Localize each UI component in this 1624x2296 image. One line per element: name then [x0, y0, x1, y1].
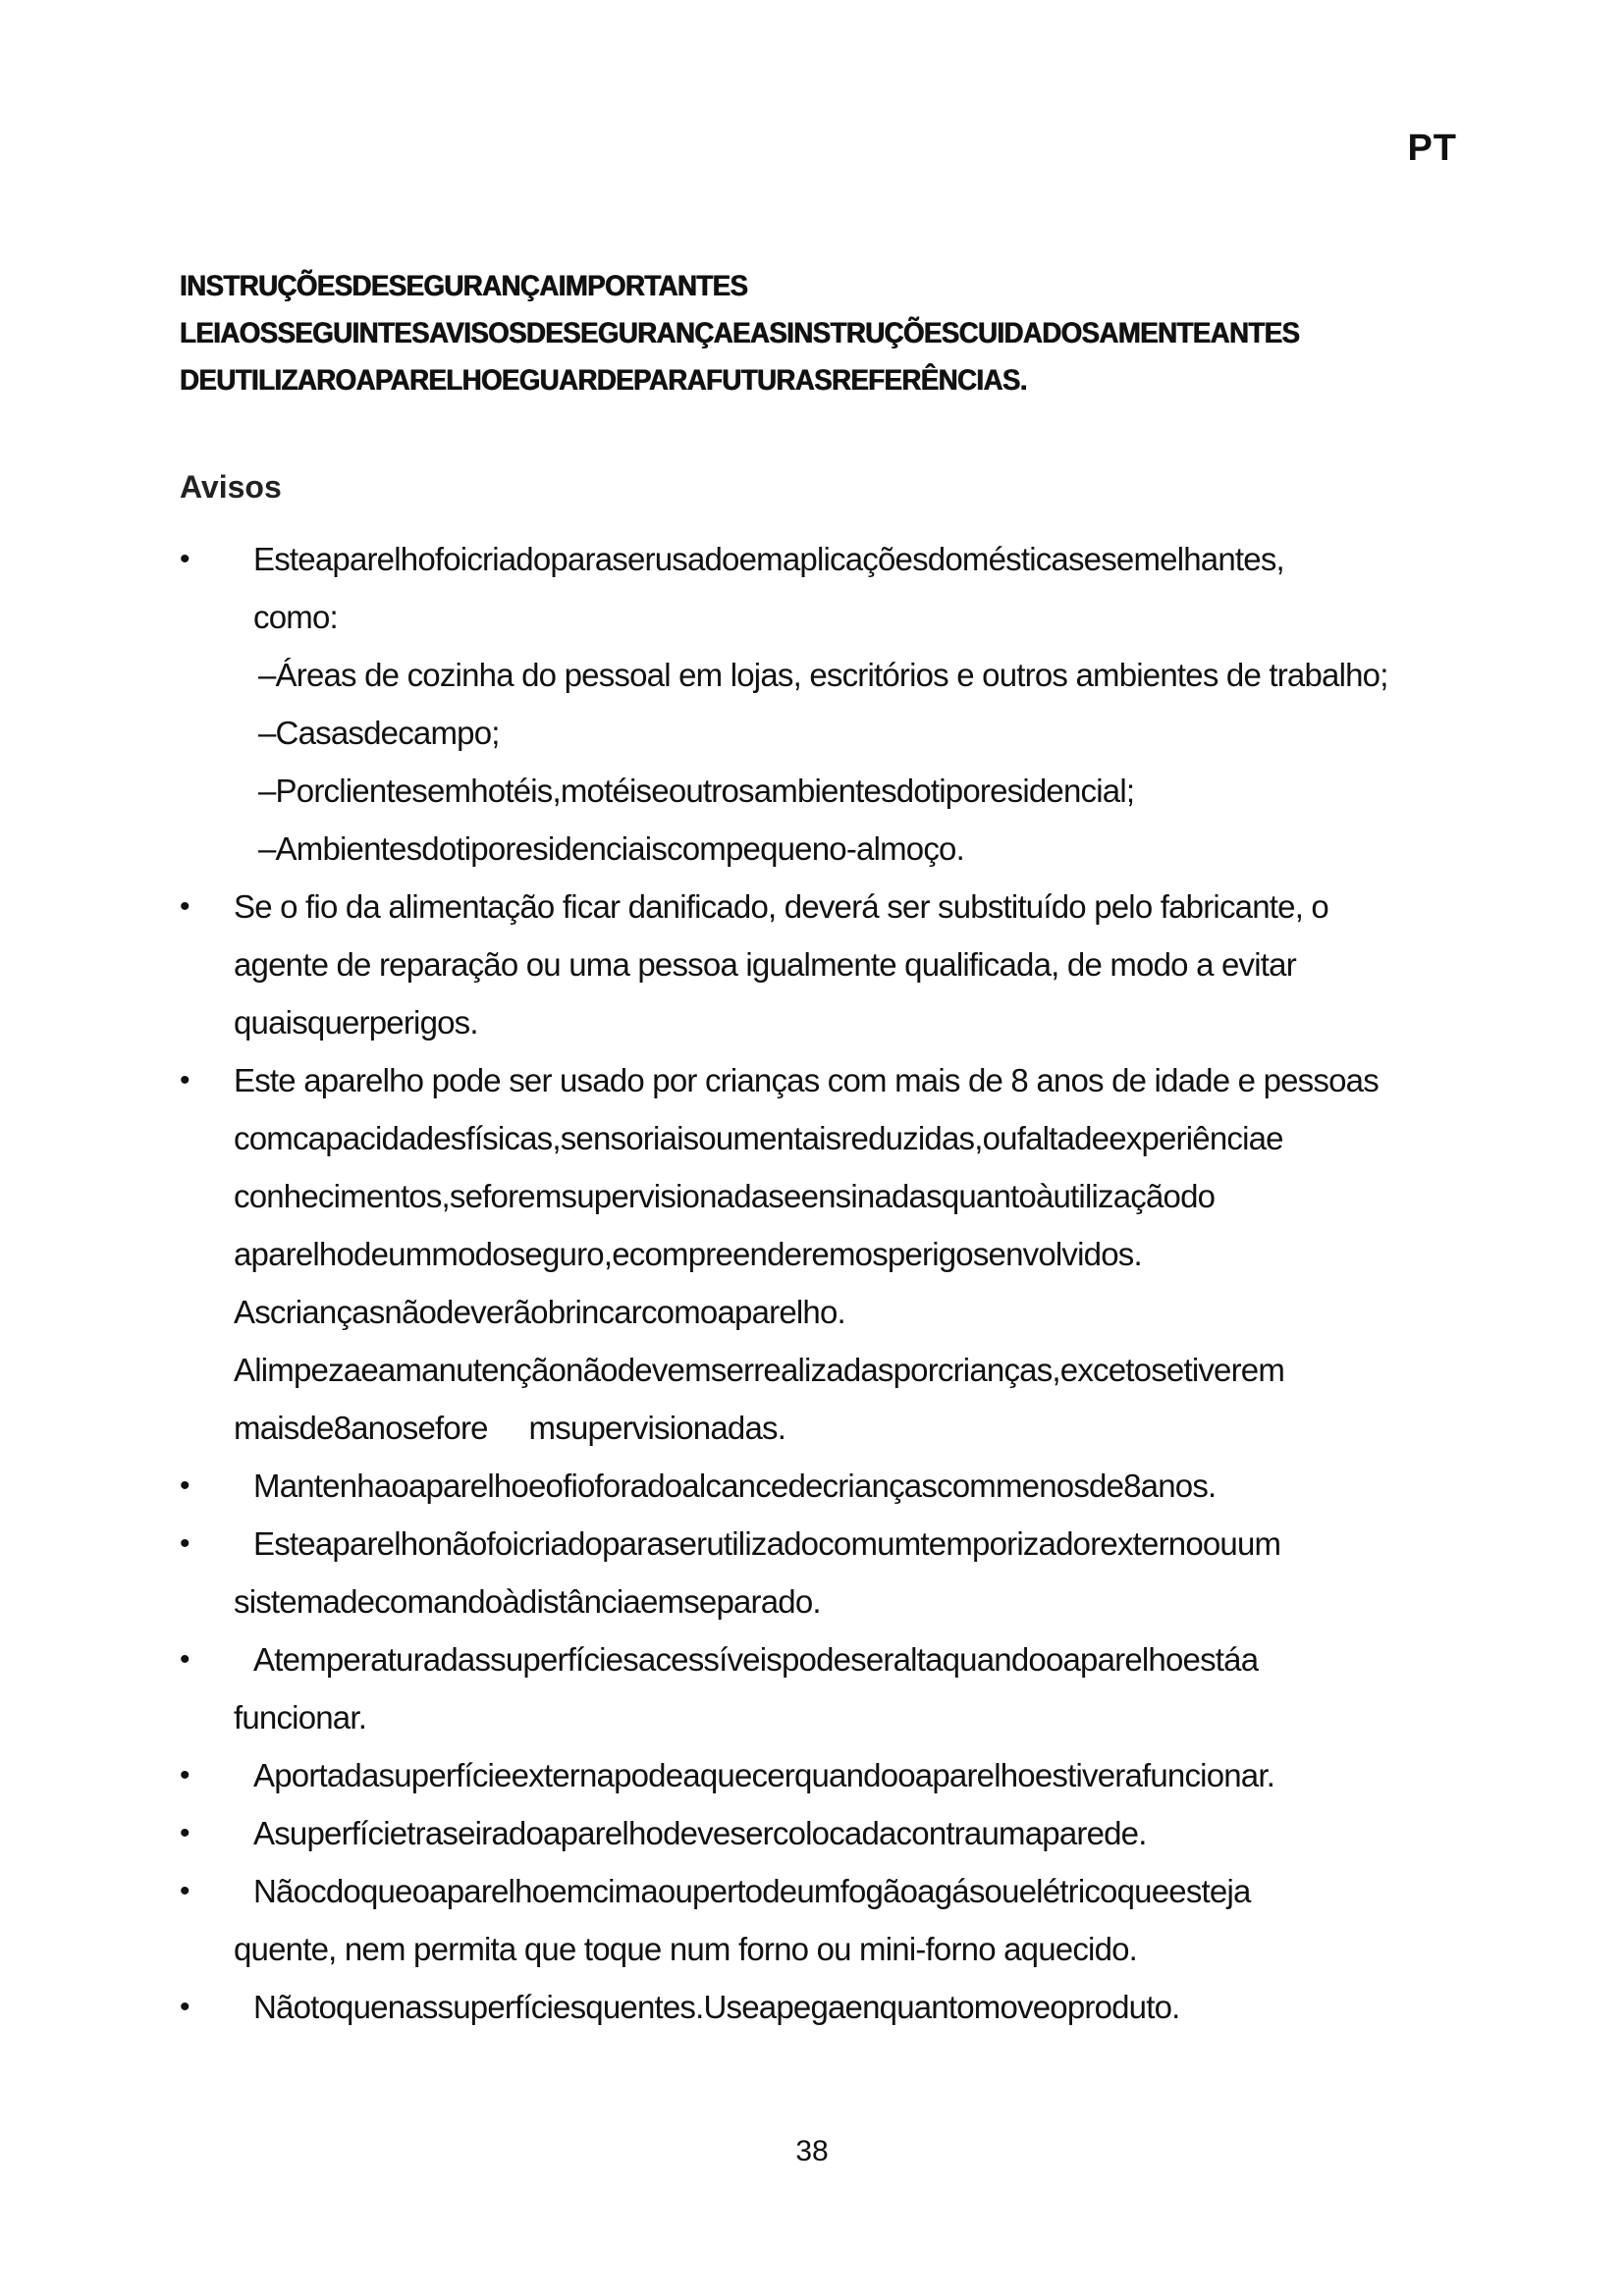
heading-line-1: INSTRUÇÕESDESEGURANÇAIMPORTANTES	[180, 270, 748, 302]
item-text-line: comcapacidadesfísicas,sensoriaisoumentaisreduzidas,oufaltadeexperiênciae	[234, 1120, 1283, 1156]
list-item	[180, 1515, 1486, 1630]
item-text-line: quaisquerperigos.	[234, 1004, 478, 1041]
item-text-line: Ascriançasnãodeverãobrincarcomoaparelho.	[234, 1294, 845, 1330]
warnings-list	[180, 530, 1486, 2036]
item-text-line: agente de reparação ou uma pessoa igualmente qualificada, de modo a evitar	[234, 946, 1296, 983]
page-number: 38	[795, 2135, 829, 2167]
item-text-line: aparelhodeummodoseguro,ecompreenderemosperigosenvolvidos.	[234, 1236, 1142, 1272]
list-item	[180, 1804, 1486, 1862]
list-item	[180, 1630, 1486, 1746]
list-item	[180, 1457, 1486, 1515]
bullet-icon: •	[180, 1469, 189, 1502]
language-code: PT	[1407, 128, 1457, 169]
item-text-line: funcionar.	[234, 1699, 367, 1735]
sub-item: –Ambientesdotiporesidenciaiscompequeno-almoço.	[258, 830, 964, 867]
item-text-line: Mantenhaoaparelhoeofioforadoalcancedecriançascommenosde8anos.	[253, 1468, 1217, 1504]
bullet-icon: •	[180, 1064, 189, 1096]
bullet-icon: •	[180, 1643, 189, 1676]
bullet-icon: •	[180, 1991, 189, 2023]
item-text-line: Alimpezaeamanutençãonãodevemserrealizadasporcrianças,excetosetiverem	[234, 1352, 1285, 1388]
item-text-line: como:	[253, 599, 338, 635]
list-item	[180, 1746, 1486, 1804]
item-text-line: Esteaparelhofoicriadoparaserusadoemaplicaçõesdomésticasesemelhantes,	[253, 541, 1284, 577]
item-text-line: maisde8anosefore msupervisionadas.	[234, 1410, 786, 1446]
item-text-line: sistemadecomandoàdistânciaemseparado.	[234, 1583, 821, 1620]
item-text-line: Este aparelho pode ser usado por crianças com mais de 8 anos de idade e pessoas	[234, 1062, 1379, 1098]
item-text-line: conhecimentos,seforemsupervisionadaseensinadasquantoàutilizaçãodo	[234, 1178, 1216, 1214]
list-item	[180, 1978, 1486, 2036]
list-item	[180, 530, 1486, 878]
bullet-icon: •	[180, 1527, 189, 1560]
bullet-icon: •	[180, 1759, 189, 1791]
section-title-avisos: Avisos	[180, 469, 282, 505]
bullet-icon: •	[180, 1875, 189, 1907]
item-text-line: Asuperfícietraseiradoaparelhodevesercolocadacontraumaparede.	[253, 1815, 1147, 1851]
item-text-line: Se o fio da alimentação ficar danificado, deverá ser substituído pelo fabricante, o	[234, 888, 1328, 925]
sub-item: –Áreas de cozinha do pessoal em lojas, escritórios e outros ambientes de trabalho;	[258, 657, 1388, 693]
list-item	[180, 1862, 1486, 1978]
item-text-line: Aportadasuperfícieexternapodeaquecerquandooaparelhoestiverafuncionar.	[253, 1757, 1275, 1793]
item-text-line: Nãocdoqueoaparelhoemcimaoupertodeumfogãoagásouelétricoqueesteja	[253, 1873, 1251, 1909]
list-item	[180, 878, 1486, 1051]
safety-heading	[180, 263, 1354, 404]
bullet-icon: •	[180, 543, 189, 575]
heading-line-3: DEUTILIZAROAPARELHOEGUARDEPARAFUTURASREFERÊNCIAS.	[180, 364, 1027, 397]
list-item	[180, 1051, 1486, 1457]
item-text-line: Nãotoquenassuperfíciesquentes.Useapegaenquantomoveoproduto.	[253, 1989, 1180, 2025]
item-text-line: Esteaparelhonãofoicriadoparaserutilizadocomumtemporizadorexternoouum	[253, 1525, 1281, 1562]
sub-item: –Porclientesemhotéis,motéiseoutrosambientesdotiporesidencial;	[258, 773, 1135, 809]
heading-line-2: LEIAOSSEGUINTESAVISOSDESEGURANÇAEASINSTRUÇÕESCUIDADOSAMENTEANTES	[180, 317, 1300, 349]
bullet-icon: •	[180, 1817, 189, 1849]
item-text-line: Atemperaturadassuperfíciesacessíveispodeseraltaquandooaparelhoestáa	[253, 1641, 1259, 1678]
bullet-icon: •	[180, 890, 189, 923]
sub-item: –Casasdecampo;	[258, 715, 500, 751]
item-text-line: quente, nem permita que toque num forno ou mini-forno aquecido.	[234, 1931, 1138, 1967]
